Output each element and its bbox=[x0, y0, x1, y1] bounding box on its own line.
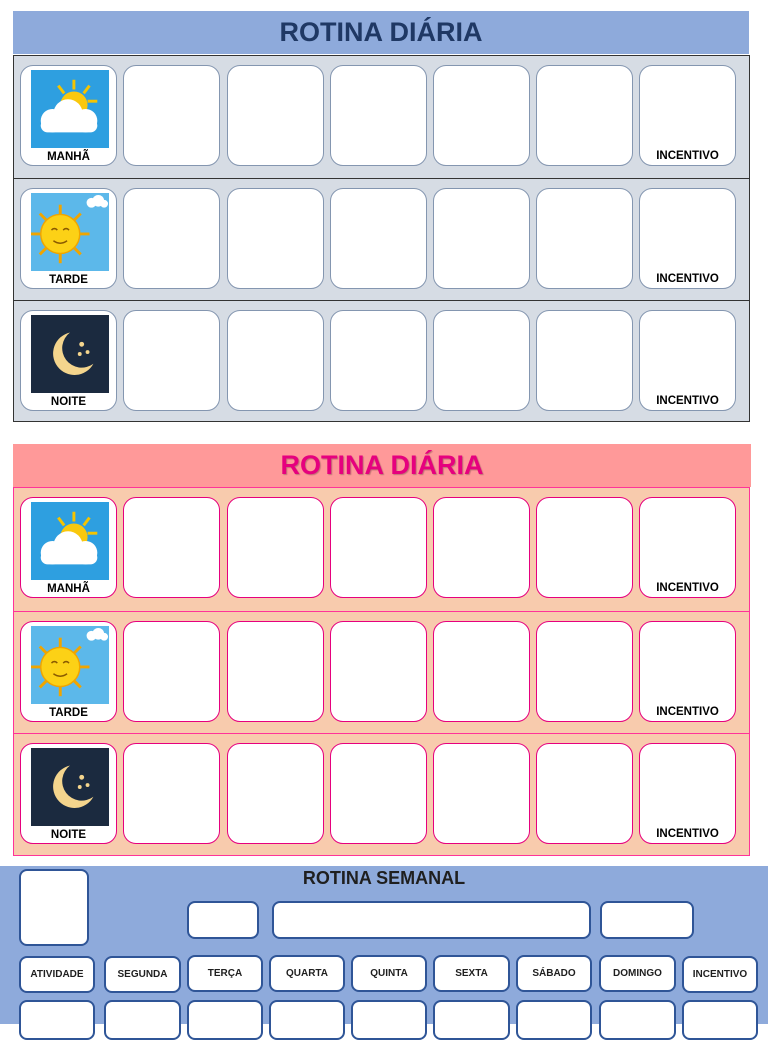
routine-row-morning bbox=[14, 488, 749, 611]
weekly-slot[interactable] bbox=[187, 1000, 263, 1040]
incentive-label: INCENTIVO bbox=[656, 150, 719, 162]
weekly-slot[interactable] bbox=[599, 1000, 676, 1040]
weekly-picture-slot[interactable] bbox=[19, 869, 89, 946]
weekly-slot[interactable] bbox=[433, 1000, 510, 1040]
routine-slot[interactable] bbox=[227, 497, 324, 598]
weekly-label-sunday[interactable]: DOMINGO bbox=[599, 955, 676, 992]
period-label: TARDE bbox=[49, 274, 88, 286]
incentive-slot[interactable] bbox=[639, 188, 736, 289]
period-label: TARDE bbox=[49, 707, 88, 719]
period-cell-morning[interactable] bbox=[20, 497, 117, 598]
routine-slot[interactable] bbox=[433, 621, 530, 722]
routine-row-morning bbox=[14, 56, 749, 178]
routine-row-afternoon bbox=[14, 611, 749, 733]
incentive-slot[interactable] bbox=[639, 497, 736, 598]
incentive-label: INCENTIVO bbox=[656, 828, 719, 840]
incentive-slot[interactable] bbox=[639, 310, 736, 411]
weekly-header-slot[interactable] bbox=[187, 901, 259, 939]
period-label: MANHÃ bbox=[47, 583, 90, 595]
incentive-slot[interactable] bbox=[639, 65, 736, 166]
weekly-label-wednesday[interactable]: QUARTA bbox=[269, 955, 345, 992]
weekly-label-activity[interactable]: ATIVIDADE bbox=[19, 956, 95, 993]
routine-slot[interactable] bbox=[433, 310, 530, 411]
routine-row-night bbox=[14, 733, 749, 855]
routine-slot[interactable] bbox=[123, 621, 220, 722]
daily-routine-title-pink: ROTINA DIÁRIA bbox=[13, 444, 751, 487]
routine-slot[interactable] bbox=[123, 65, 220, 166]
weekly-slot[interactable] bbox=[269, 1000, 345, 1040]
afternoon-sun-icon bbox=[31, 626, 109, 704]
routine-slot[interactable] bbox=[433, 188, 530, 289]
routine-slot[interactable] bbox=[227, 743, 324, 844]
period-cell-morning[interactable] bbox=[20, 65, 117, 166]
period-label: MANHÃ bbox=[47, 151, 90, 163]
period-label: NOITE bbox=[50, 829, 87, 841]
weekly-label-saturday[interactable]: SÁBADO bbox=[516, 955, 592, 992]
routine-slot[interactable] bbox=[536, 497, 633, 598]
routine-slot[interactable] bbox=[536, 65, 633, 166]
weekly-label-friday[interactable]: SEXTA bbox=[433, 955, 510, 992]
afternoon-sun-icon bbox=[31, 193, 109, 271]
incentive-slot[interactable] bbox=[639, 621, 736, 722]
routine-slot[interactable] bbox=[123, 497, 220, 598]
incentive-label: INCENTIVO bbox=[656, 706, 719, 718]
routine-slot[interactable] bbox=[227, 621, 324, 722]
daily-routine-board-blue bbox=[13, 55, 750, 422]
weekly-label-thursday[interactable]: QUINTA bbox=[351, 955, 427, 992]
weekly-slot[interactable] bbox=[682, 1000, 758, 1040]
weekly-label-monday[interactable]: SEGUNDA bbox=[104, 956, 181, 993]
routine-slot[interactable] bbox=[330, 65, 427, 166]
weekly-slot[interactable] bbox=[516, 1000, 592, 1040]
weekly-slot[interactable] bbox=[351, 1000, 427, 1040]
routine-slot[interactable] bbox=[330, 310, 427, 411]
routine-slot[interactable] bbox=[123, 310, 220, 411]
period-cell-afternoon[interactable] bbox=[20, 621, 117, 722]
weekly-header-slot[interactable] bbox=[600, 901, 694, 939]
weekly-label-incentive[interactable]: INCENTIVO bbox=[682, 956, 758, 993]
routine-row-afternoon bbox=[14, 178, 749, 300]
weekly-label-tuesday[interactable]: TERÇA bbox=[187, 955, 263, 992]
routine-slot[interactable] bbox=[330, 621, 427, 722]
weekly-slot[interactable] bbox=[104, 1000, 181, 1040]
period-cell-afternoon[interactable] bbox=[20, 188, 117, 289]
routine-slot[interactable] bbox=[227, 310, 324, 411]
routine-slot[interactable] bbox=[536, 743, 633, 844]
incentive-slot[interactable] bbox=[639, 743, 736, 844]
daily-routine-board-pink bbox=[13, 487, 750, 856]
routine-slot[interactable] bbox=[433, 497, 530, 598]
daily-routine-title-blue: ROTINA DIÁRIA bbox=[13, 11, 749, 54]
routine-row-night bbox=[14, 300, 749, 421]
weekly-slot[interactable] bbox=[19, 1000, 95, 1040]
routine-slot[interactable] bbox=[330, 743, 427, 844]
routine-slot[interactable] bbox=[330, 497, 427, 598]
incentive-label: INCENTIVO bbox=[656, 395, 719, 407]
period-cell-night[interactable] bbox=[20, 743, 117, 844]
routine-slot[interactable] bbox=[536, 621, 633, 722]
weekly-routine-title: ROTINA SEMANAL bbox=[302, 868, 466, 888]
routine-slot[interactable] bbox=[536, 188, 633, 289]
morning-sun-cloud-icon bbox=[31, 70, 109, 148]
night-moon-icon bbox=[31, 748, 109, 826]
routine-slot[interactable] bbox=[536, 310, 633, 411]
incentive-label: INCENTIVO bbox=[656, 582, 719, 594]
morning-sun-cloud-icon bbox=[31, 502, 109, 580]
routine-slot[interactable] bbox=[123, 188, 220, 289]
routine-slot[interactable] bbox=[227, 188, 324, 289]
period-label: NOITE bbox=[50, 396, 87, 408]
period-cell-night[interactable] bbox=[20, 310, 117, 411]
incentive-label: INCENTIVO bbox=[656, 273, 719, 285]
weekly-header-slot[interactable] bbox=[272, 901, 591, 939]
routine-slot[interactable] bbox=[433, 743, 530, 844]
routine-slot[interactable] bbox=[227, 65, 324, 166]
routine-slot[interactable] bbox=[433, 65, 530, 166]
routine-slot[interactable] bbox=[330, 188, 427, 289]
night-moon-icon bbox=[31, 315, 109, 393]
routine-slot[interactable] bbox=[123, 743, 220, 844]
